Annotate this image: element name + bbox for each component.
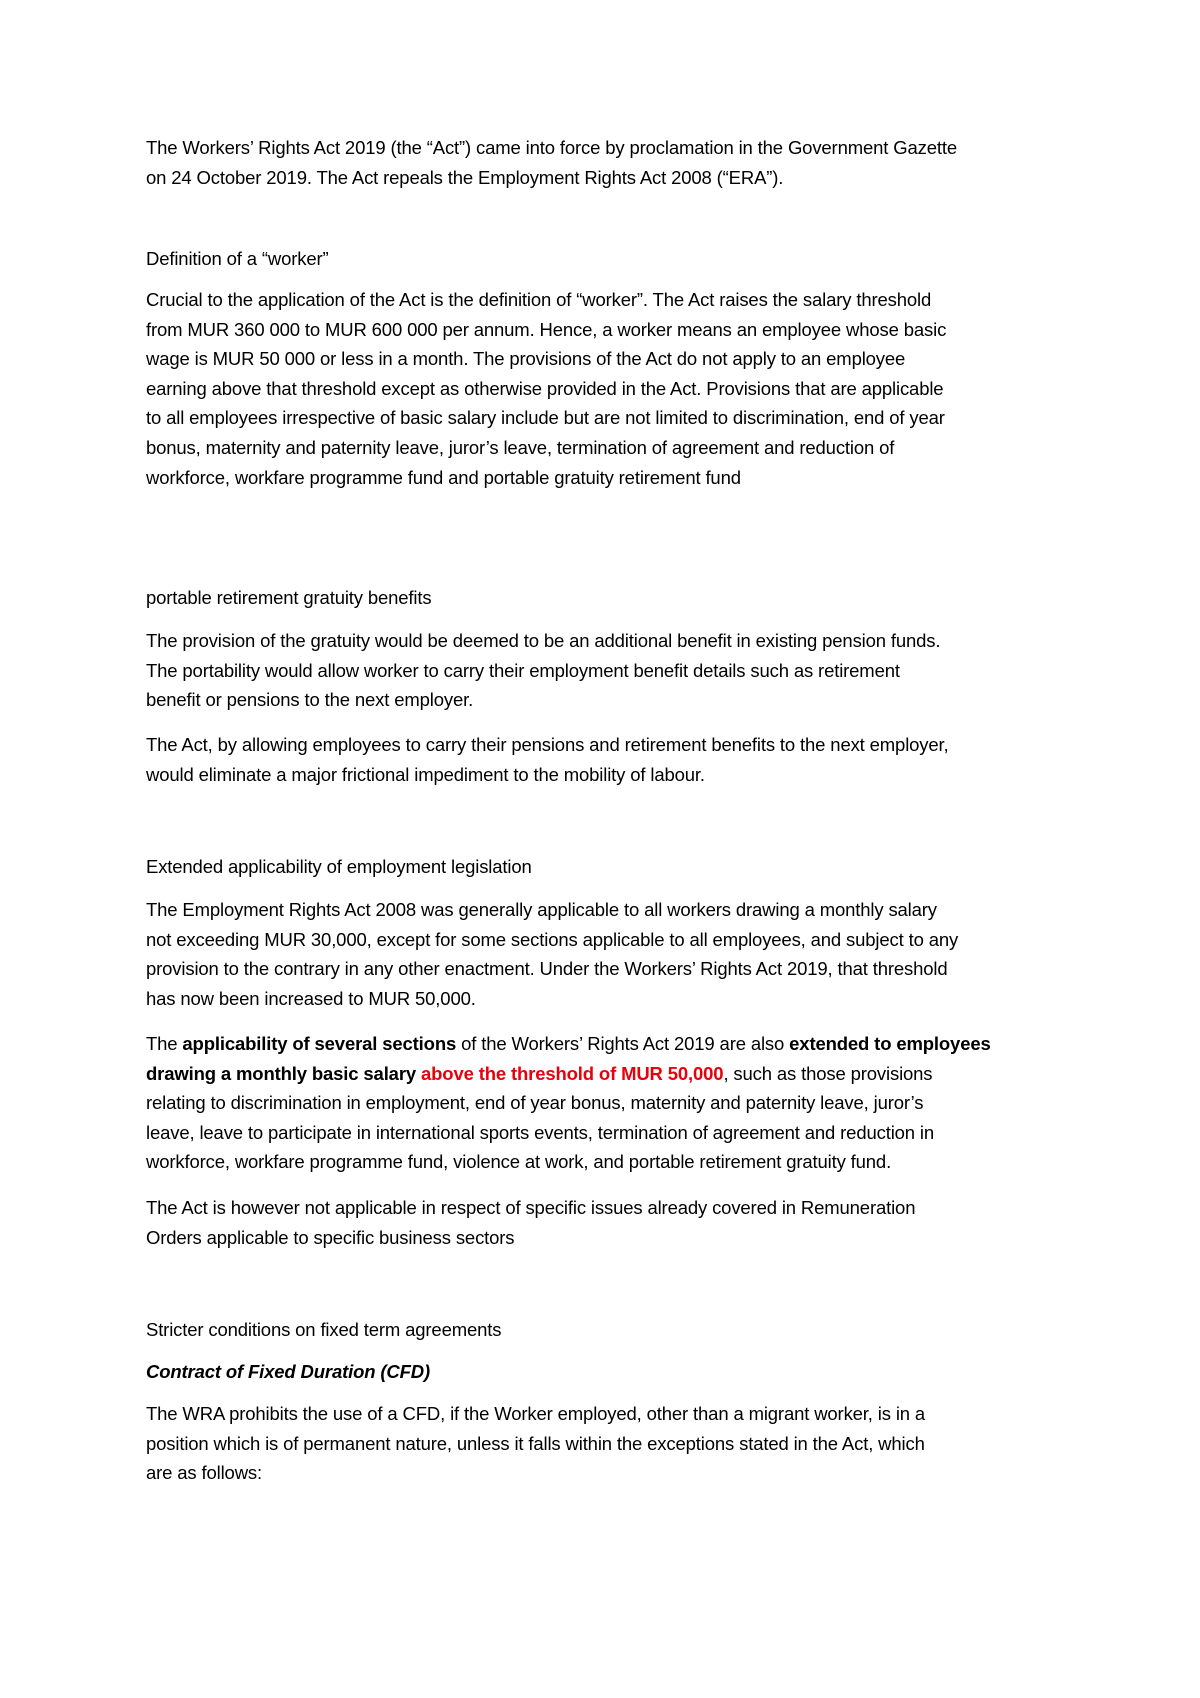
text-line: The provision of the gratuity would be deemed to be an additional benefit in existing pension funds. bbox=[146, 630, 941, 651]
text-line: provision to the contrary in any other enactment. Under the Workers’ Rights Act 2019, that threshold bbox=[146, 958, 948, 980]
text-line: relating to discrimination in employment, end of year bonus, maternity and paternity leave, juror’s bbox=[146, 1092, 924, 1114]
section-heading-fixed-term: Stricter conditions on fixed term agreements bbox=[146, 1319, 502, 1340]
text-line: The applicability of several sections of the Workers’ Rights Act 2019 are also extended to employees bbox=[146, 1033, 991, 1054]
bold-phrase: extended to employees bbox=[789, 1033, 991, 1054]
subheading-cfd: Contract of Fixed Duration (CFD) bbox=[146, 1361, 430, 1382]
text-line: The portability would allow worker to carry their employment benefit details such as retirement bbox=[146, 659, 900, 681]
bold-phrase: drawing a monthly basic salary bbox=[146, 1062, 422, 1084]
text-line: wage is MUR 50 000 or less in a month. The provisions of the Act do not apply to an employee bbox=[146, 348, 906, 370]
text-line: workforce, workfare programme fund and portable gratuity retirement fund bbox=[146, 466, 741, 488]
text-line: benefit or pensions to the next employer. bbox=[146, 689, 474, 711]
text-line: are as follows: bbox=[146, 1462, 262, 1484]
document-page bbox=[146, 0, 1086, 1698]
text-line: not exceeding MUR 30,000, except for some sections applicable to all employees, and subject to any bbox=[146, 928, 959, 950]
section-heading-worker-definition: Definition of a “worker” bbox=[146, 248, 329, 269]
text-line: Crucial to the application of the Act is the definition of “worker”. The Act raises the salary threshold bbox=[146, 289, 932, 310]
intro-paragraph bbox=[146, 133, 1086, 192]
applicability-paragraph-1 bbox=[146, 895, 1086, 1013]
text-line: leave, leave to participate in international sports events, termination of agreement and reduction in bbox=[146, 1121, 935, 1143]
fixed-term-paragraph bbox=[146, 1399, 1086, 1488]
text-line: earning above that threshold except as otherwise provided in the Act. Provisions that are applicable bbox=[146, 377, 944, 399]
text-line: The Act, by allowing employees to carry their pensions and retirement benefits to the next employer, bbox=[146, 734, 949, 755]
text-line: on 24 October 2019. The Act repeals the Employment Rights Act 2008 (“ERA”). bbox=[146, 166, 784, 188]
text-line: bonus, maternity and paternity leave, juror’s leave, termination of agreement and reduction of bbox=[146, 436, 895, 458]
text-line: has now been increased to MUR 50,000. bbox=[146, 987, 476, 1009]
text-line: position which is of permanent nature, unless it falls within the exceptions stated in the Act, which bbox=[146, 1432, 925, 1454]
text-line: The Employment Rights Act 2008 was generally applicable to all workers drawing a monthly salary bbox=[146, 899, 937, 920]
applicability-paragraph-2 bbox=[146, 1029, 1086, 1177]
text-line: to all employees irrespective of basic salary include but are not limited to discrimination, end of year bbox=[146, 407, 945, 429]
gratuity-paragraph-2 bbox=[146, 730, 1086, 789]
section-heading-applicability: Extended applicability of employment legislation bbox=[146, 856, 532, 877]
text-line: The Act is however not applicable in respect of specific issues already covered in Remuneration bbox=[146, 1197, 916, 1218]
text-line: Orders applicable to specific business sectors bbox=[146, 1226, 515, 1248]
worker-definition-paragraph bbox=[146, 285, 1086, 492]
bold-phrase: applicability of several sections bbox=[182, 1033, 457, 1054]
text-line: drawing a monthly basic salary above the threshold of MUR 50,000, such as those provisions bbox=[146, 1062, 933, 1084]
text-line: would eliminate a major frictional impediment to the mobility of labour. bbox=[146, 763, 705, 785]
text-line: The Workers’ Rights Act 2019 (the “Act”) came into force by proclamation in the Government Gazette bbox=[146, 137, 957, 158]
text-line: The WRA prohibits the use of a CFD, if the Worker employed, other than a migrant worker, is in a bbox=[146, 1403, 926, 1424]
text-line: workforce, workfare programme fund, violence at work, and portable retirement gratuity fund. bbox=[146, 1151, 892, 1173]
text-line: from MUR 360 000 to MUR 600 000 per annum. Hence, a worker means an employee whose basic bbox=[146, 318, 947, 340]
highlighted-threshold: above the threshold of MUR 50,000 bbox=[421, 1062, 724, 1084]
gratuity-paragraph-1 bbox=[146, 626, 1086, 715]
applicability-paragraph-3 bbox=[146, 1193, 1086, 1252]
section-heading-gratuity: portable retirement gratuity benefits bbox=[146, 587, 432, 608]
